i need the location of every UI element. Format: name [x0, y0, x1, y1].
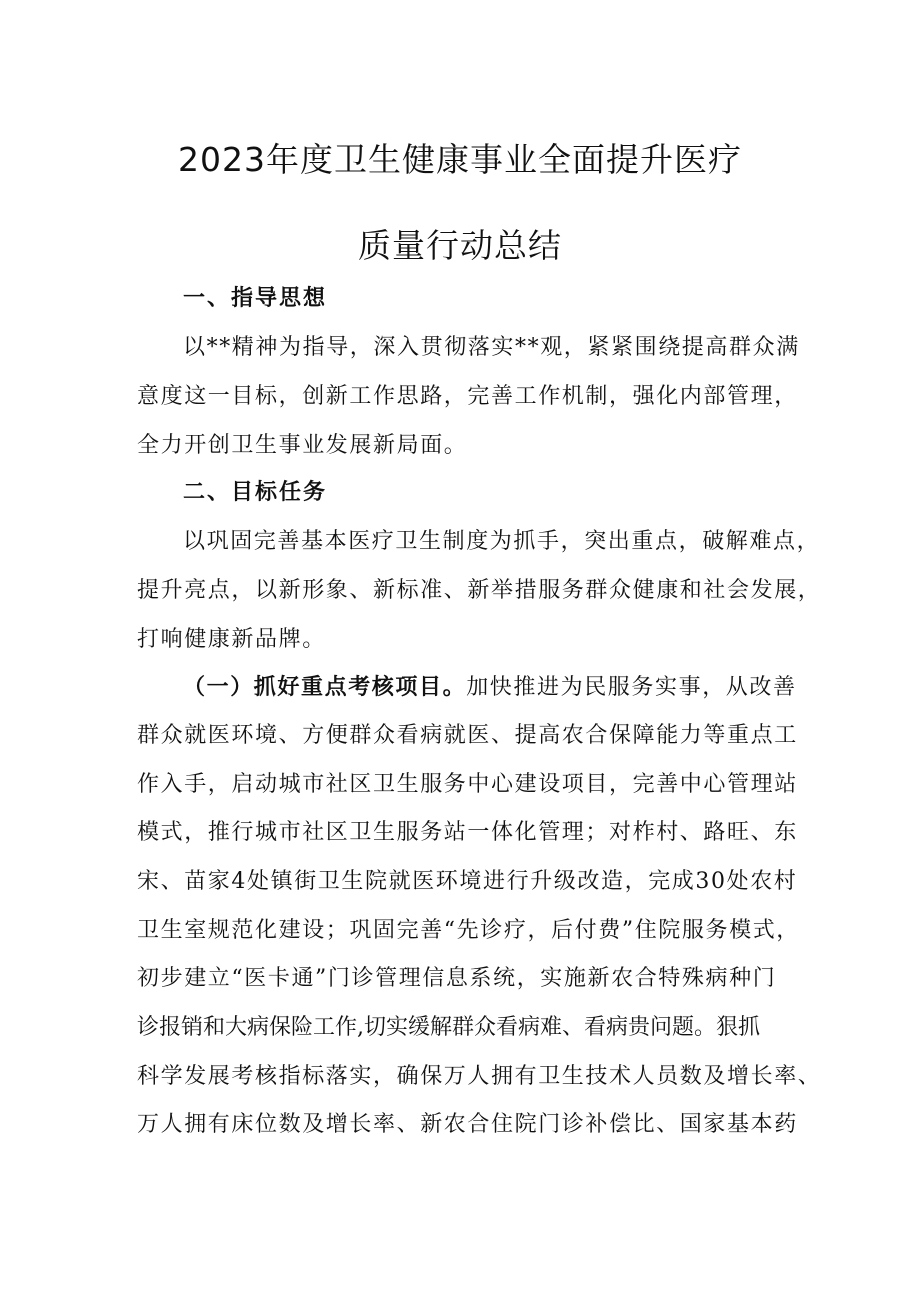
paragraph-line: 卫生室规范化建设；巩固完善“先诊疗，后付费”住院服务模式， — [137, 918, 800, 943]
paragraph-line: 作入手，启动城市社区卫生服务中心建设项目，完善中心管理站 — [137, 772, 798, 797]
section-heading-objectives: 二、目标任务 — [183, 480, 328, 505]
section-heading-guiding-ideology: 一、指导思想 — [183, 286, 328, 311]
paragraph-line: 模式，推行城市社区卫生服务站一体化管理；对柞村、路旺、东 — [137, 820, 798, 845]
paragraph-line: 以巩固完善基本医疗卫生制度为抓手，突出重点，破解难点， — [183, 529, 821, 554]
paragraph-line: 诊报销和大病保险工作,切实缓解群众看病难、看病贵问题。狠抓 — [137, 1015, 760, 1040]
paragraph-text: 加快推进为民服务实事，从改善 — [466, 675, 797, 700]
document-title-line-1: 2023年度卫生健康事业全面提升医疗 — [178, 140, 742, 179]
subsection-lead-key-assessment: （一）抓好重点考核项目。 — [183, 675, 467, 700]
paragraph-line — [183, 668, 797, 708]
paragraph-line: 科学发展考核指标落实，确保万人拥有卫生技术人员数及增长率、 — [137, 1064, 822, 1089]
paragraph-line: 全力开创卫生事业发展新局面。 — [137, 433, 468, 458]
paragraph-line: 初步建立“医卡通”门诊管理信息系统，实施新农合特殊病种门 — [137, 966, 777, 991]
paragraph-line: 以**精神为指导，深入贯彻落实**观，紧紧围绕提高群众满 — [183, 335, 800, 360]
paragraph-line: 提升亮点，以新形象、新标准、新举措服务群众健康和社会发展， — [137, 578, 822, 603]
paragraph-line: 万人拥有床位数及增长率、新农合住院门诊补偿比、国家基本药 — [137, 1112, 798, 1137]
paragraph-line: 意度这一目标，创新工作思路，完善工作机制，强化内部管理， — [137, 384, 798, 409]
paragraph-line: 群众就医环境、方便群众看病就医、提高农合保障能力等重点工 — [137, 723, 798, 748]
paragraph-line: 宋、苗家4处镇街卫生院就医环境进行升级改造，完成30处农村 — [137, 869, 798, 894]
document-title-line-2: 质量行动总结 — [358, 226, 562, 265]
paragraph-line: 打响健康新品牌。 — [137, 627, 326, 652]
